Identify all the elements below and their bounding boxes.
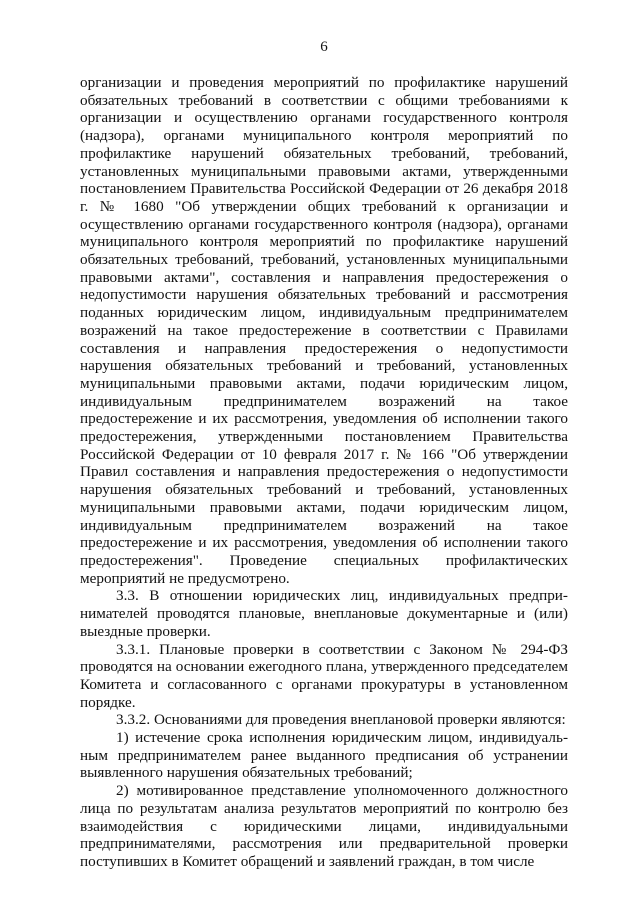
paragraph-3-3-1: 3.3.1. Плановые проверки в соответствии с Законом № 294-ФЗ проводятся на основании ежегодного плана, утвержденного председателем Комитета и согласованного с органами прокуратуры в установленном порядке. xyxy=(80,640,568,711)
list-item-1: 1) истечение срока исполнения юридическим лицом, индивидуаль-ным предпринимателем ранее выданного предписания об устранении выявленного нарушения обязательных требований; xyxy=(80,729,568,782)
paragraph-continuation: организации и проведения мероприятий по профилактике нарушений обязательных требований в соответствии с общими требованиями к организации и осуществлению органами государственного контроля (надзора), органами муниципального контроля мероприятий по профилактике нарушений обязательных требований, требований, установленных муниципальными правовыми актами, утвержденными постановлением Правительства Российской Федерации от 26 декабря 2018 г. № 1680 "Об утверждении общих требований к организации и осуществлению органами государственного контроля (надзора), органами муниципального контроля мероприятий по профилактике нарушений обязательных требований, требований, установленных муниципальными правовыми актами", составления и направления предостережения о недопустимости нарушения обязательных требований и рассмотрения поданных юридическим лицом, индивидуальным предпринимателем возражений на такое предостережение в соответствии с Правилами составления и направления предостережения о недопустимости нарушения обязательных требований и требований, установленных муниципальными правовыми актами, подачи юридическим лицом, индивидуальным предпринимателем возражений на такое предостережение и их рассмотрения, уведомления об исполнении такого предостережения, утвержденными постановлением Правительства Российской Федерации от 10 февраля 2017 г. № 166 "Об утверждении Правил составления и направления предостережения о недопустимости нарушения обязательных требований и требований, установленных муниципальными правовыми актами, подачи юридическим лицом, индивидуальным предпринимателем возражений на такое предостережение и их рассмотрения, уведомления об исполнении такого предостережения". Проведение специальных профилактических мероприятий не предусмотрено. xyxy=(80,74,568,587)
list-item-2: 2) мотивированное представление уполномоченного должностного лица по результатам анализа результатов мероприятий по контролю без взаимодействия с юридическими лицами, индивидуальными предпринимателями, рассмотрения или предварительной проверки поступивших в Комитет обращений и заявлений граждан, в том числе xyxy=(80,782,568,870)
paragraph-3-3: 3.3. В отношении юридических лиц, индивидуальных предпри-нимателей проводятся плановые, внеплановые документарные и (или) выездные проверки. xyxy=(80,587,568,640)
page-number: 6 xyxy=(320,39,328,55)
document-body xyxy=(80,74,568,871)
document-page xyxy=(80,0,568,905)
paragraph-3-3-2: 3.3.2. Основаниями для проведения внеплановой проверки являются: xyxy=(116,711,566,729)
